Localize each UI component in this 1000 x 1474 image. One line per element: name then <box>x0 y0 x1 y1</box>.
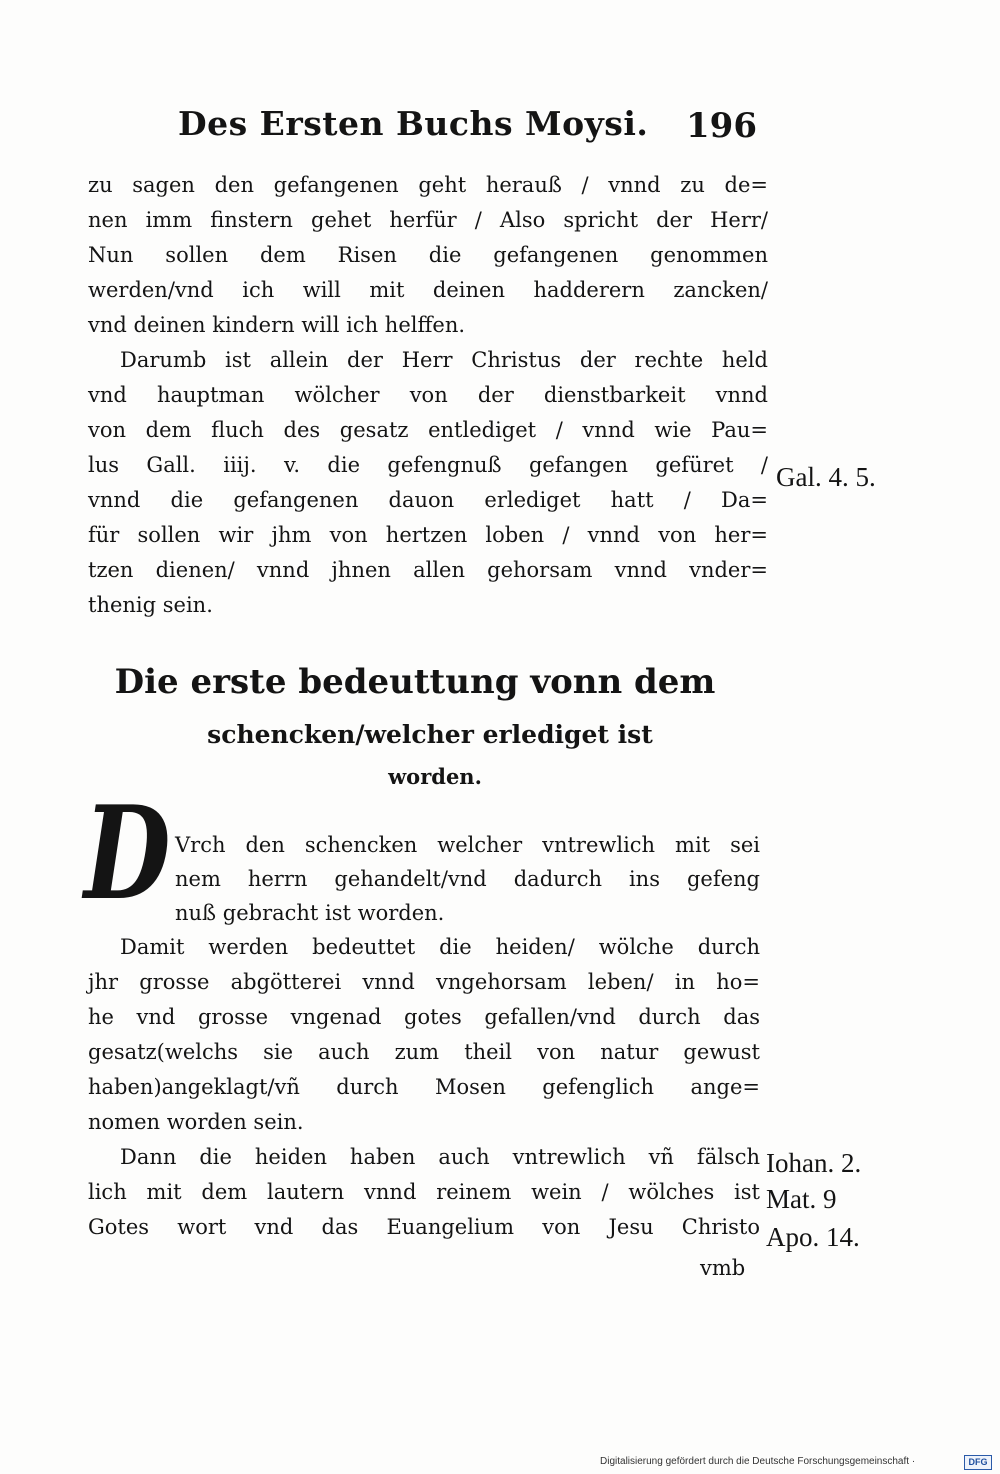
text-line: vnd deinen kindern will ich helffen. <box>88 313 466 337</box>
text-line: nomen worden sein. <box>88 1110 304 1134</box>
section-heading-line-2: schencken/welcher erlediget ist <box>207 720 653 749</box>
text-line: nen imm finstern gehet herfür / Also spricht der Herr/ <box>88 208 768 232</box>
text-line: Dann die heiden haben auch vntrewlich vñ fälsch <box>120 1145 760 1169</box>
text-line: werden/vnd ich will mit deinen hadderern zancken/ <box>88 278 768 302</box>
running-title: Des Ersten Buchs Moysi. <box>178 104 649 143</box>
catchword: vmb <box>700 1256 746 1280</box>
digitization-credit: Digitalisierung gefördert durch die Deutsche Forschungsgemeinschaft · <box>600 1456 916 1467</box>
text-line: lus Gall. iiij. v. die gefengnuß gefangen gefüret / <box>88 453 768 477</box>
text-line: nuß gebracht ist worden. <box>175 901 445 925</box>
text-line: lich mit dem lautern vnnd reinem wein / wölches ist <box>88 1180 760 1204</box>
margin-note-johan: Iohan. 2. <box>766 1148 862 1178</box>
text-line: vnd hauptman wölcher von der dienstbarkeit vnnd <box>88 383 768 407</box>
text-line: haben)angeklagt/vñ durch Mosen gefenglich ange= <box>88 1075 760 1099</box>
page-number: 196 <box>686 106 757 146</box>
drop-cap-initial: D <box>84 779 171 929</box>
text-line: Damit werden bedeuttet die heiden/ wölche durch <box>120 935 760 959</box>
text-line: thenig sein. <box>88 593 213 617</box>
text-line: he vnd grosse vngenad gotes gefallen/vnd durch das <box>88 1005 760 1029</box>
text-line: Nun sollen dem Risen die gefangenen genommen <box>88 243 768 267</box>
text-block-top <box>88 168 768 623</box>
text-line: tzen dienen/ vnnd jhnen allen gehorsam vnnd vnder= <box>88 558 768 582</box>
text-line: zu sagen den gefangenen geht herauß / vnnd zu de= <box>88 173 768 197</box>
text-line: für sollen wir jhm von hertzen loben / vnnd von her= <box>88 523 768 547</box>
text-line: vnnd die gefangenen dauon erlediget hatt / Da= <box>88 488 768 512</box>
text-block-initial <box>175 828 760 930</box>
text-line: nem herrn gehandelt/vnd dadurch ins gefeng <box>175 867 760 891</box>
section-heading-line-3: worden. <box>388 764 482 789</box>
dfg-logo: DFG <box>964 1455 992 1470</box>
text-block-bottom <box>88 930 760 1245</box>
margin-note-mat: Mat. 9 <box>766 1184 837 1214</box>
text-line: Vrch den schencken welcher vntrewlich mit sei <box>175 833 760 857</box>
section-heading-line-1: Die erste bedeuttung vonn dem <box>114 662 716 702</box>
text-line: Gotes wort vnd das Euangelium von Jesu Christo <box>88 1215 760 1239</box>
text-line: gesatz(welchs sie auch zum theil von natur gewust <box>88 1040 760 1064</box>
margin-note-apo: Apo. 14. <box>766 1222 860 1252</box>
text-line: von dem fluch des gesatz entlediget / vnnd wie Pau= <box>88 418 768 442</box>
margin-note-galatians: Gal. 4. 5. <box>776 462 876 492</box>
text-line: Darumb ist allein der Herr Christus der rechte held <box>120 348 768 372</box>
text-line: jhr grosse abgötterei vnnd vngehorsam leben/ in ho= <box>88 970 760 994</box>
